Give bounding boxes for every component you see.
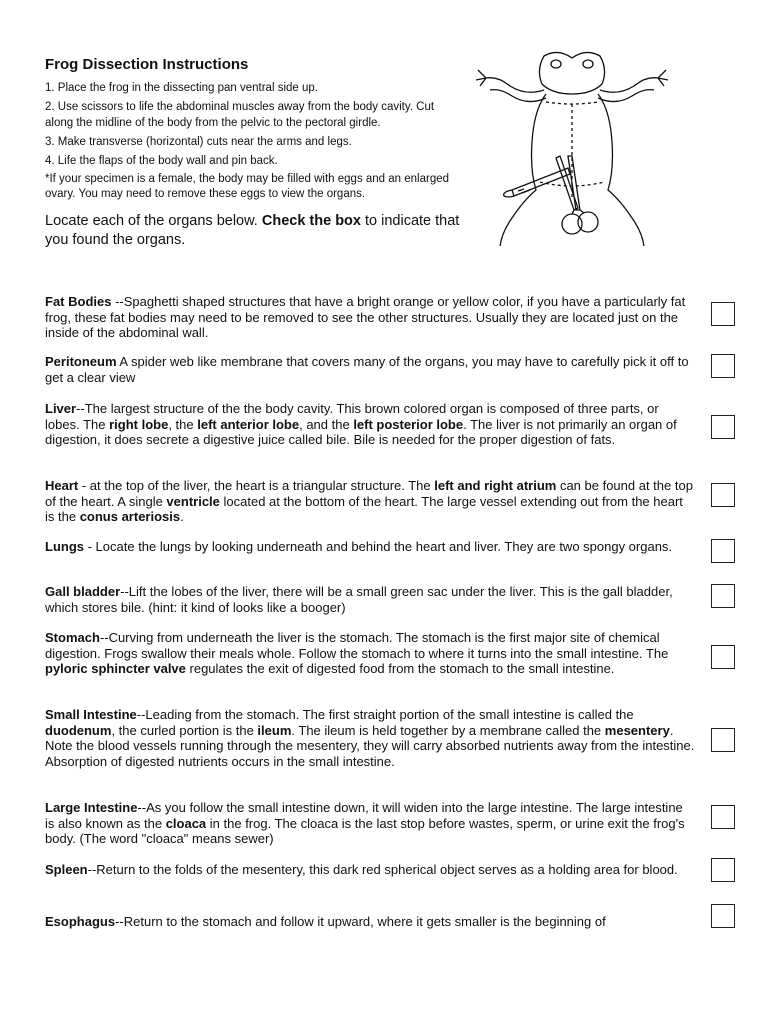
- locate-instructions: [45, 212, 465, 250]
- organ-term: duodenum: [45, 722, 112, 738]
- instruction-steps: [45, 80, 465, 202]
- organ-description: --Leading from the stomach. The first straight portion of the small intestine is called the: [136, 707, 634, 722]
- organ-description: --Lift the lobes of the liver, there will be a small green sac under the liver. This is the gall bladder, which stores bile. (hint: it kind of looks like a booger): [45, 584, 673, 615]
- organ-description: . Note the blood vessels running through the mesentery, they will carry absorbed nutrients away from the intestine. Absorption of digested nutrients occurs in the small intestine.: [45, 722, 695, 769]
- found-checkbox-peritoneum[interactable]: [711, 354, 735, 378]
- organ-term: pyloric sphincter valve: [45, 661, 186, 677]
- organ-name: Liver: [45, 401, 77, 416]
- step-2: 2. Use scissors to life the abdominal muscles away from the body cavity. Cut along the midline of the body from the pelvic to the pectoral girdle.: [45, 101, 435, 129]
- organ-description: --Spaghetti shaped structures that have a bright orange or yellow color, if you have a particularly fat frog, these fat bodies may need to be removed to see the other structures. Usually they are located just on the inside of the abdominal wall.: [45, 294, 686, 341]
- organ-item-stomach: [45, 630, 735, 677]
- organ-item-large-intestine: [45, 800, 735, 847]
- female-specimen-note: *If your specimen is a female, the body may be filled with eggs and an enlarged ovary. You may need to remove these eggs to view the organs.: [45, 173, 450, 200]
- found-checkbox-heart[interactable]: [711, 483, 735, 507]
- organ-text: [45, 862, 695, 878]
- organ-term: left and right atrium: [434, 478, 557, 493]
- organ-term: ventricle: [166, 493, 220, 509]
- organ-description: .: [180, 509, 184, 525]
- organ-item-gall-bladder: [45, 584, 735, 615]
- organ-name: Peritoneum: [45, 354, 117, 369]
- organ-text: [45, 539, 695, 555]
- organ-description: A spider web like membrane that covers many of the organs, you may have to carefully pick it off to get a clear view: [45, 354, 689, 385]
- organ-item-lungs: [45, 539, 735, 555]
- step-4: 4. Life the flaps of the body wall and pin back.: [45, 155, 278, 167]
- found-checkbox-liver[interactable]: [711, 415, 735, 439]
- organ-description: , the curled portion is the: [111, 722, 258, 738]
- organ-item-liver: [45, 401, 735, 448]
- locate-bold: Check the box: [261, 213, 361, 229]
- organ-name: Stomach: [45, 630, 100, 645]
- locate-prefix: Locate each of the organs below.: [45, 213, 262, 229]
- organ-term: left posterior lobe: [353, 416, 464, 432]
- organ-item-spleen: [45, 862, 735, 878]
- organ-description: --Return to the folds of the mesentery, this dark red spherical object serves as a holding area for blood.: [87, 862, 678, 877]
- organ-description: in the frog. The cloaca is the last stop before wastes, sperm, or urine exit the frog's body. (The word "cloaca" means sewer): [45, 815, 685, 847]
- organ-text: [45, 478, 695, 525]
- organ-name: Heart: [45, 478, 79, 493]
- organ-name: Spleen: [45, 862, 88, 877]
- organ-text: [45, 914, 695, 930]
- organ-description: regulates the exit of digested food from the stomach to the small intestine.: [185, 661, 615, 677]
- found-checkbox-large-intestine[interactable]: [711, 805, 735, 829]
- frog-dissection-illustration: [472, 50, 672, 250]
- locate-suffix: to indicate that you found the organs.: [45, 213, 460, 248]
- organ-description: --As you follow the small intestine down, it will widen into the large intestine. The large intestine is also known as the: [45, 800, 683, 831]
- organ-item-fat-bodies: [45, 294, 735, 341]
- found-checkbox-small-intestine[interactable]: [711, 728, 735, 752]
- found-checkbox-fat-bodies[interactable]: [711, 302, 735, 326]
- organ-description: . The liver is not primarily an organ of digestion, it does secrete a digestive juice called bile. Bile is needed for the proper digestion of fats.: [45, 416, 677, 448]
- organ-term: conus arteriosis: [79, 509, 181, 525]
- organ-term: ileum: [257, 722, 292, 738]
- found-checkbox-spleen[interactable]: [711, 858, 735, 882]
- organ-text: [45, 401, 695, 448]
- organ-text: [45, 630, 695, 677]
- organ-item-esophagus: [45, 914, 735, 930]
- organ-name: Lungs: [45, 539, 84, 554]
- organ-name: Fat Bodies: [45, 294, 112, 309]
- organ-item-heart: [45, 478, 735, 525]
- organ-description: - at the top of the liver, the heart is a triangular structure. The: [78, 478, 435, 493]
- organ-description: . The ileum is held together by a membrane called the: [291, 722, 605, 738]
- page-title: Frog Dissection Instructions: [45, 56, 249, 73]
- organ-term: right lobe: [109, 416, 169, 432]
- organ-description: , and the: [299, 416, 354, 432]
- organ-text: [45, 584, 695, 615]
- organ-description: --The largest structure of the the body cavity. This brown colored organ is composed of three parts, or lobes. The: [45, 401, 659, 432]
- step-3: 3. Make transverse (horizontal) cuts near the arms and legs.: [45, 136, 352, 148]
- organ-term: mesentery: [604, 722, 670, 738]
- found-checkbox-gall-bladder[interactable]: [711, 584, 735, 608]
- organ-text: [45, 354, 695, 385]
- organ-description: - Locate the lungs by looking underneath and behind the heart and liver. They are two spongy organs.: [84, 539, 673, 554]
- organ-name: Gall bladder: [45, 584, 121, 599]
- organ-description: located at the bottom of the heart. The large vessel extending out from the heart is the: [45, 493, 683, 525]
- organ-term: left anterior lobe: [197, 416, 300, 432]
- organ-text: [45, 707, 695, 769]
- organ-text: [45, 800, 695, 847]
- organ-item-peritoneum: [45, 354, 735, 385]
- organ-name: Large Intestine: [45, 800, 138, 815]
- organ-name: Esophagus: [45, 914, 116, 929]
- organ-term: cloaca: [165, 815, 207, 831]
- step-1: 1. Place the frog in the dissecting pan ventral side up.: [45, 82, 318, 94]
- organ-description: can be found at the top of the heart. A single: [45, 478, 693, 509]
- organ-description: --Curving from underneath the liver is the stomach. The stomach is the first major site of chemical digestion. Frogs swallow their meals whole. Follow the stomach to where it turns into the small intestine. The: [45, 630, 669, 661]
- organ-item-small-intestine: [45, 707, 735, 769]
- organ-text: [45, 294, 695, 341]
- found-checkbox-stomach[interactable]: [711, 645, 735, 669]
- organ-description: , the: [168, 416, 198, 432]
- found-checkbox-lungs[interactable]: [711, 539, 735, 563]
- organ-description: --Return to the stomach and follow it upward, where it gets smaller is the beginning of: [115, 914, 606, 929]
- found-checkbox-esophagus[interactable]: [711, 904, 735, 928]
- organ-name: Small Intestine: [45, 707, 137, 722]
